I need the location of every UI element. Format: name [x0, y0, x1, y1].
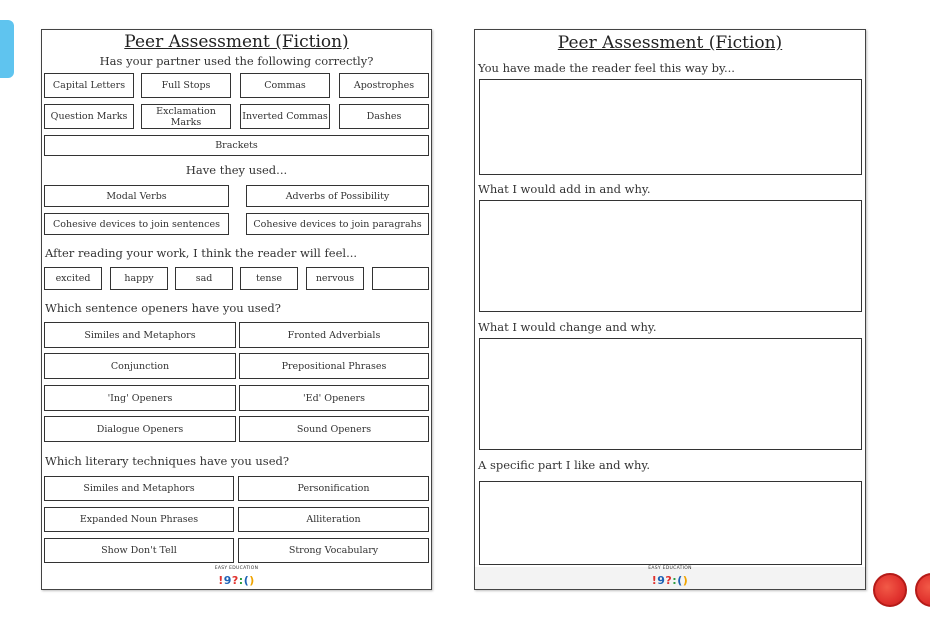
accent-bar	[0, 20, 14, 78]
box-dashes[interactable]: Dashes	[339, 104, 429, 129]
box-technique-show-dont-tell[interactable]: Show Don't Tell	[44, 538, 234, 563]
techniques-label: Which literary techniques have you used?	[45, 454, 290, 468]
red-circle-icon	[873, 573, 907, 607]
box-opener-ed[interactable]: 'Ed' Openers	[239, 385, 429, 411]
box-adverbs-of-possibility[interactable]: Adverbs of Possibility	[246, 185, 429, 207]
box-commas[interactable]: Commas	[240, 73, 330, 98]
box-opener-ing[interactable]: 'Ing' Openers	[44, 385, 236, 411]
left-subtitle: Has your partner used the following correctly?	[99, 54, 374, 68]
box-opener-similes[interactable]: Similes and Metaphors	[44, 322, 236, 348]
box-technique-personification[interactable]: Personification	[238, 476, 429, 501]
box-modal-verbs[interactable]: Modal Verbs	[44, 185, 229, 207]
box-feeling-happy[interactable]: happy	[110, 267, 168, 290]
answer-box-like[interactable]	[479, 481, 862, 565]
box-technique-strong-vocabulary[interactable]: Strong Vocabulary	[238, 538, 429, 563]
answer-box-change[interactable]	[479, 338, 862, 450]
box-feeling-nervous[interactable]: nervous	[306, 267, 364, 290]
left-worksheet	[41, 29, 432, 590]
box-opener-prepositional[interactable]: Prepositional Phrases	[239, 353, 429, 379]
prompt-like: A specific part I like and why.	[478, 458, 651, 472]
box-exclamation-marks[interactable]: Exclamation Marks	[141, 104, 231, 129]
prompt-add: What I would add in and why.	[478, 182, 651, 196]
box-feeling-sad[interactable]: sad	[175, 267, 233, 290]
box-technique-alliteration[interactable]: Alliteration	[238, 507, 429, 532]
easy-education-logo: EASY EDUCATION !9?:()	[214, 565, 259, 587]
box-opener-conjunction[interactable]: Conjunction	[44, 353, 236, 379]
left-title: Peer Assessment (Fiction)	[124, 32, 349, 52]
right-title: Peer Assessment (Fiction)	[557, 33, 783, 53]
box-cohesive-paragraphs[interactable]: Cohesive devices to join paragrahs	[246, 213, 429, 235]
openers-label: Which sentence openers have you used?	[45, 301, 281, 315]
box-opener-fronted-adverbials[interactable]: Fronted Adverbials	[239, 322, 429, 348]
prompt-reader-feel: You have made the reader feel this way by...	[478, 61, 735, 75]
box-feeling-excited[interactable]: excited	[44, 267, 102, 290]
box-inverted-commas[interactable]: Inverted Commas	[240, 104, 330, 129]
easy-education-logo-right: EASY EDUCATION !9?:()	[648, 565, 692, 587]
box-technique-expanded-noun[interactable]: Expanded Noun Phrases	[44, 507, 234, 532]
box-feeling-tense[interactable]: tense	[240, 267, 298, 290]
box-technique-similes[interactable]: Similes and Metaphors	[44, 476, 234, 501]
reader-feel-label: After reading your work, I think the reader will feel...	[45, 246, 358, 260]
answer-box-reader-feel[interactable]	[479, 79, 862, 175]
box-question-marks[interactable]: Question Marks	[44, 104, 134, 129]
right-worksheet	[474, 29, 866, 590]
box-opener-sound[interactable]: Sound Openers	[239, 416, 429, 442]
box-capital-letters[interactable]: Capital Letters	[44, 73, 134, 98]
prompt-change: What I would change and why.	[478, 320, 657, 334]
box-feeling-blank[interactable]	[372, 267, 429, 290]
box-opener-dialogue[interactable]: Dialogue Openers	[44, 416, 236, 442]
box-full-stops[interactable]: Full Stops	[141, 73, 231, 98]
box-brackets[interactable]: Brackets	[44, 135, 429, 156]
answer-box-add[interactable]	[479, 200, 862, 312]
have-they-used-label: Have they used...	[185, 163, 288, 177]
red-circle-icon-2	[915, 573, 930, 607]
box-cohesive-sentences[interactable]: Cohesive devices to join sentences	[44, 213, 229, 235]
box-apostrophes[interactable]: Apostrophes	[339, 73, 429, 98]
